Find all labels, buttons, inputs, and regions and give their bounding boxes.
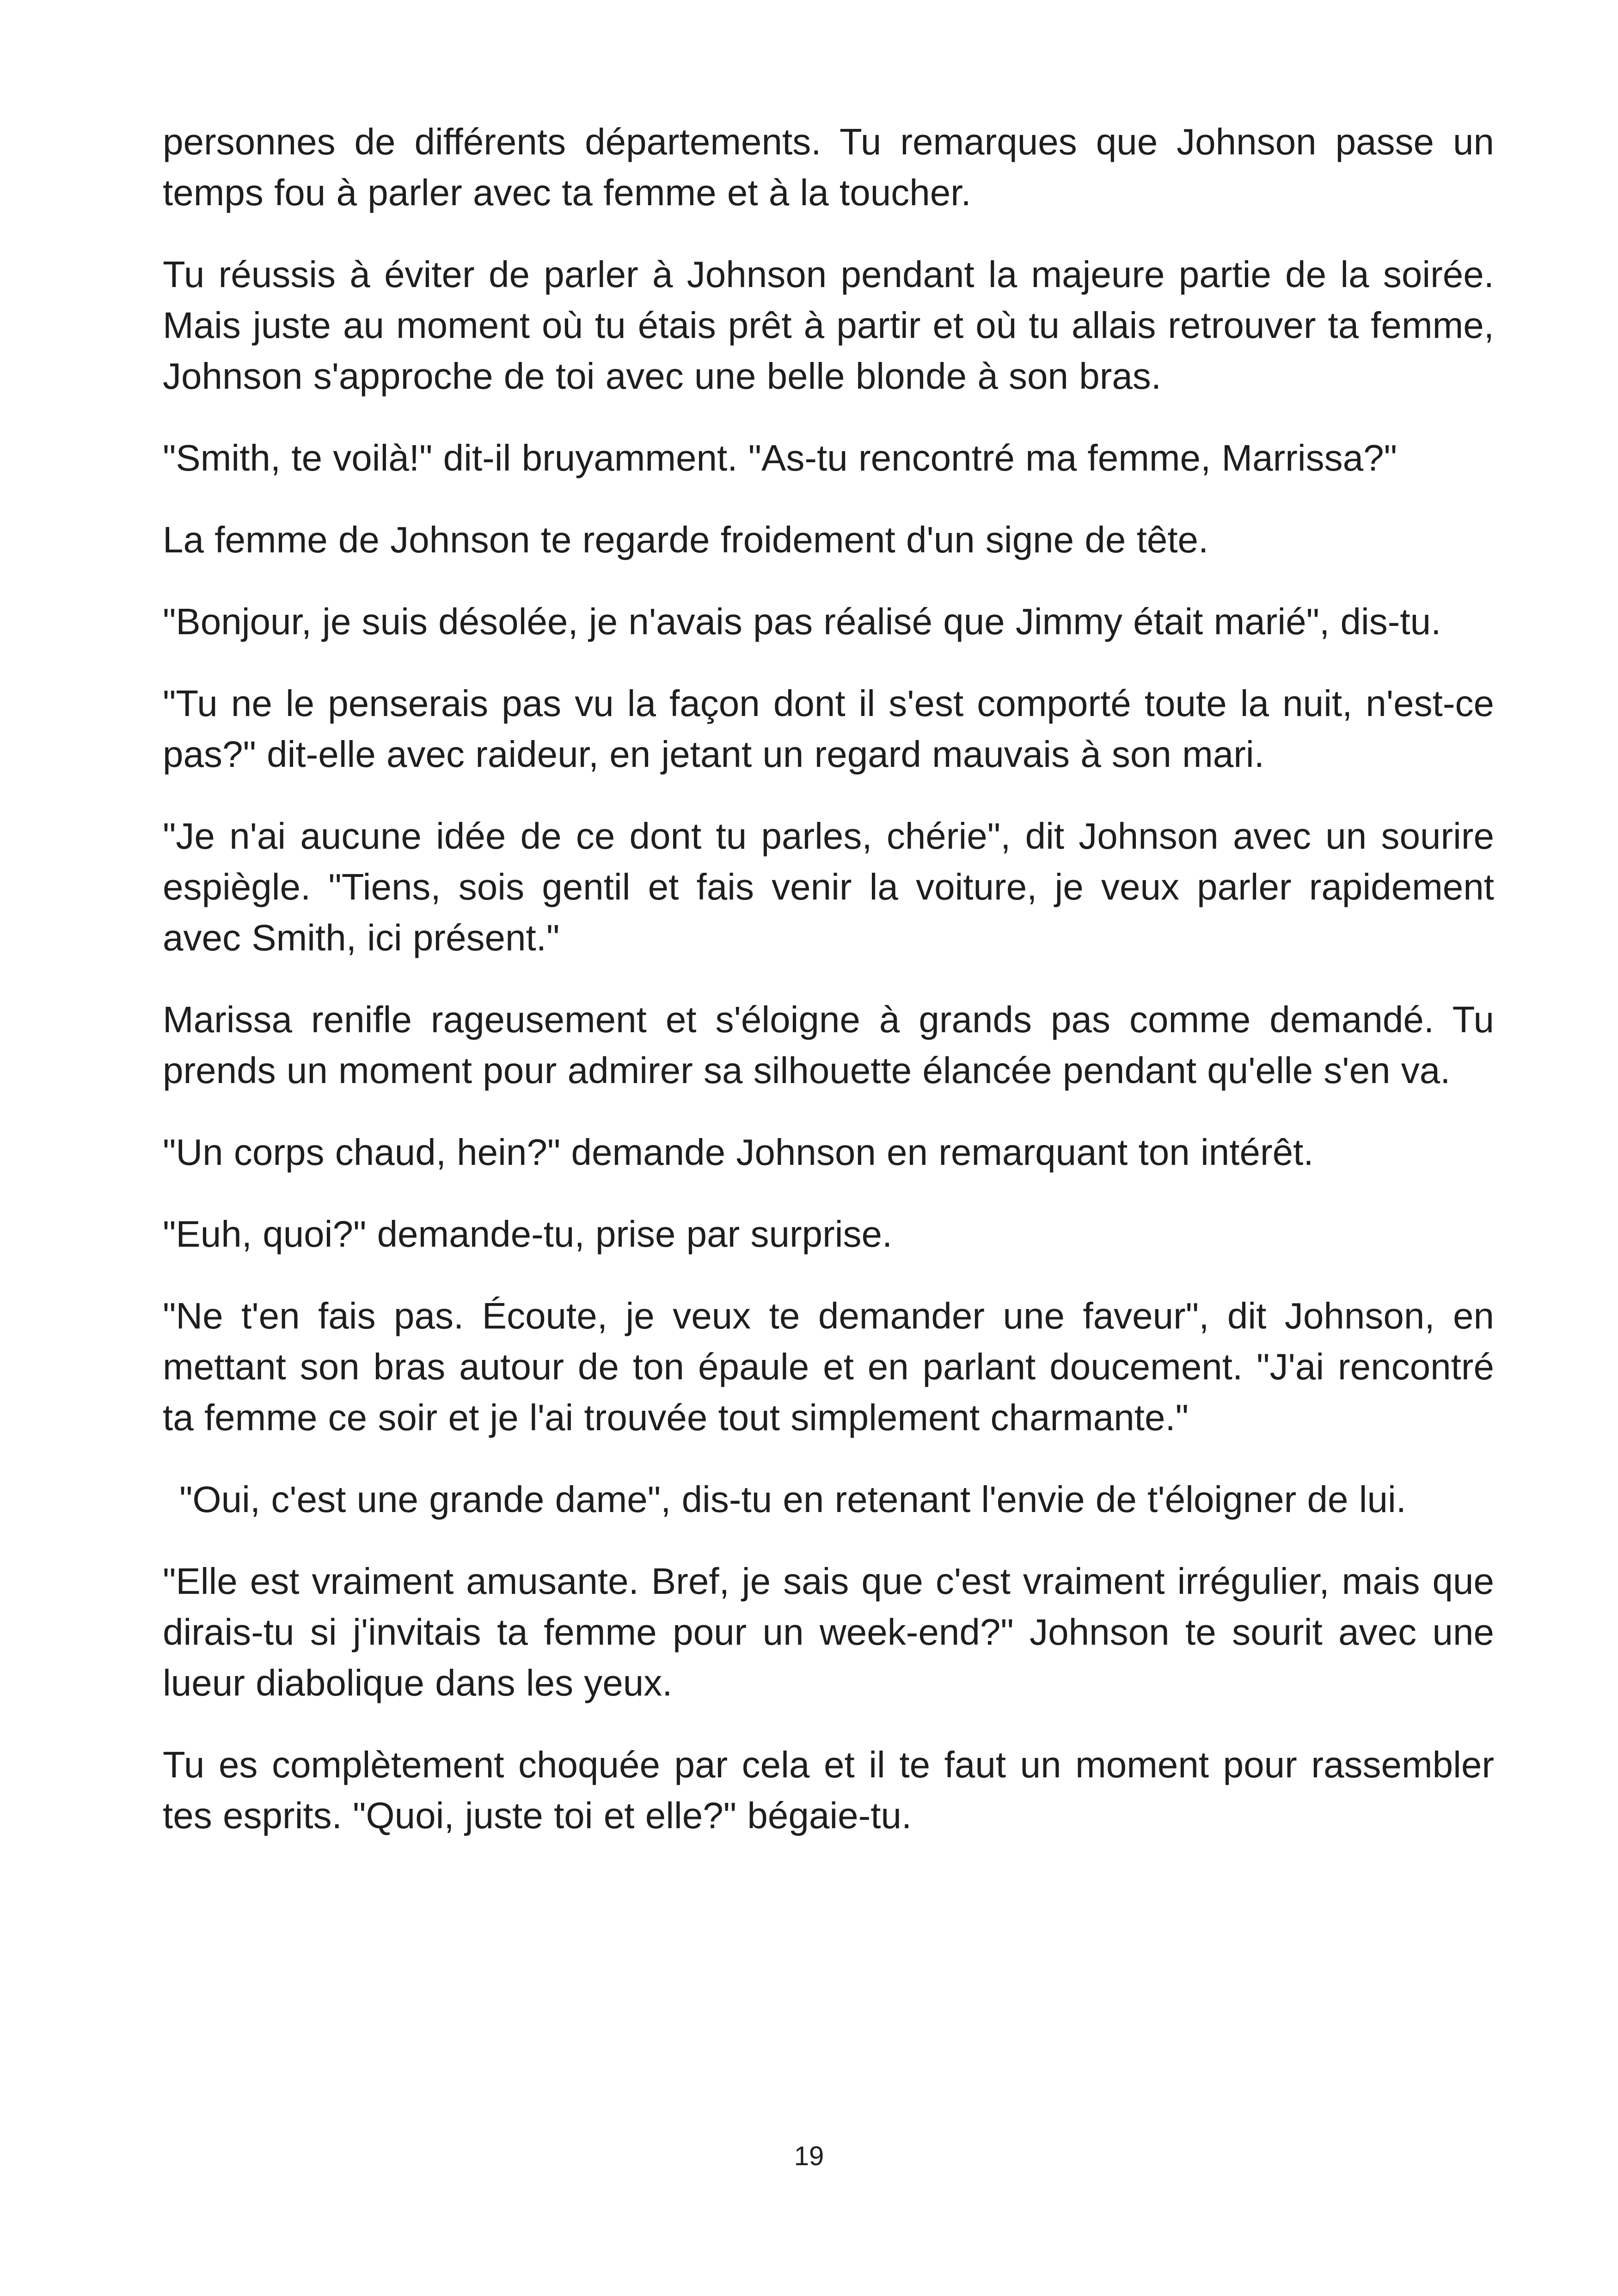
paragraph: "Un corps chaud, hein?" demande Johnson en remarquant ton intérêt. <box>163 1132 1314 1173</box>
page-body <box>163 116 1494 1872</box>
paragraph: Tu réussis à éviter de parler à Johnson pendant la majeure partie de la soirée. Mais juste au moment où tu étais prêt à partir et où tu allais retrouver ta femme, Johnson s'approche de toi avec une belle blonde à son bras. <box>163 254 1494 397</box>
paragraph: "Smith, te voilà!" dit-il bruyamment. "As-tu rencontré ma femme, Marrissa?" <box>163 437 1397 478</box>
paragraph: Tu es complètement choquée par cela et il te faut un moment pour rassembler tes esprits. "Quoi, juste toi et elle?" bégaie-tu. <box>163 1744 1494 1836</box>
paragraph: "Ne t'en fais pas. Écoute, je veux te demander une faveur", dit Johnson, en mettant son bras autour de ton épaule et en parlant doucement. "J'ai rencontré ta femme ce soir et je l'ai trouvée tout simplement charmante." <box>163 1295 1494 1438</box>
page-number: 19 <box>794 2141 824 2171</box>
paragraph: personnes de différents départements. Tu remarques que Johnson passe un temps fou à parler avec ta femme et à la toucher. <box>163 121 1494 213</box>
paragraph: "Je n'ai aucune idée de ce dont tu parles, chérie", dit Johnson avec un sourire espiègle. "Tiens, sois gentil et fais venir la voiture, je veux parler rapidement avec Smith, ici présent." <box>163 815 1494 958</box>
paragraph: "Bonjour, je suis désolée, je n'avais pas réalisé que Jimmy était marié", dis-tu. <box>163 601 1441 642</box>
paragraph: "Elle est vraiment amusante. Bref, je sais que c'est vraiment irrégulier, mais que dirais-tu si j'invitais ta femme pour un week-end?" Johnson te sourit avec une lueur diabolique dans les yeux. <box>163 1561 1494 1703</box>
paragraph: "Oui, c'est une grande dame", dis-tu en retenant l'envie de t'éloigner de lui. <box>179 1479 1406 1520</box>
paragraph: Marissa renifle rageusement et s'éloigne à grands pas comme demandé. Tu prends un moment pour admirer sa silhouette élancée pendant qu'elle s'en va. <box>163 999 1494 1091</box>
paragraph: La femme de Johnson te regarde froidement d'un signe de tête. <box>163 519 1209 560</box>
paragraph: "Tu ne le penserais pas vu la façon dont il s'est comporté toute la nuit, n'est-ce pas?" dit-elle avec raideur, en jetant un regard mauvais à son mari. <box>163 683 1494 775</box>
paragraph: "Euh, quoi?" demande-tu, prise par surprise. <box>163 1213 893 1255</box>
